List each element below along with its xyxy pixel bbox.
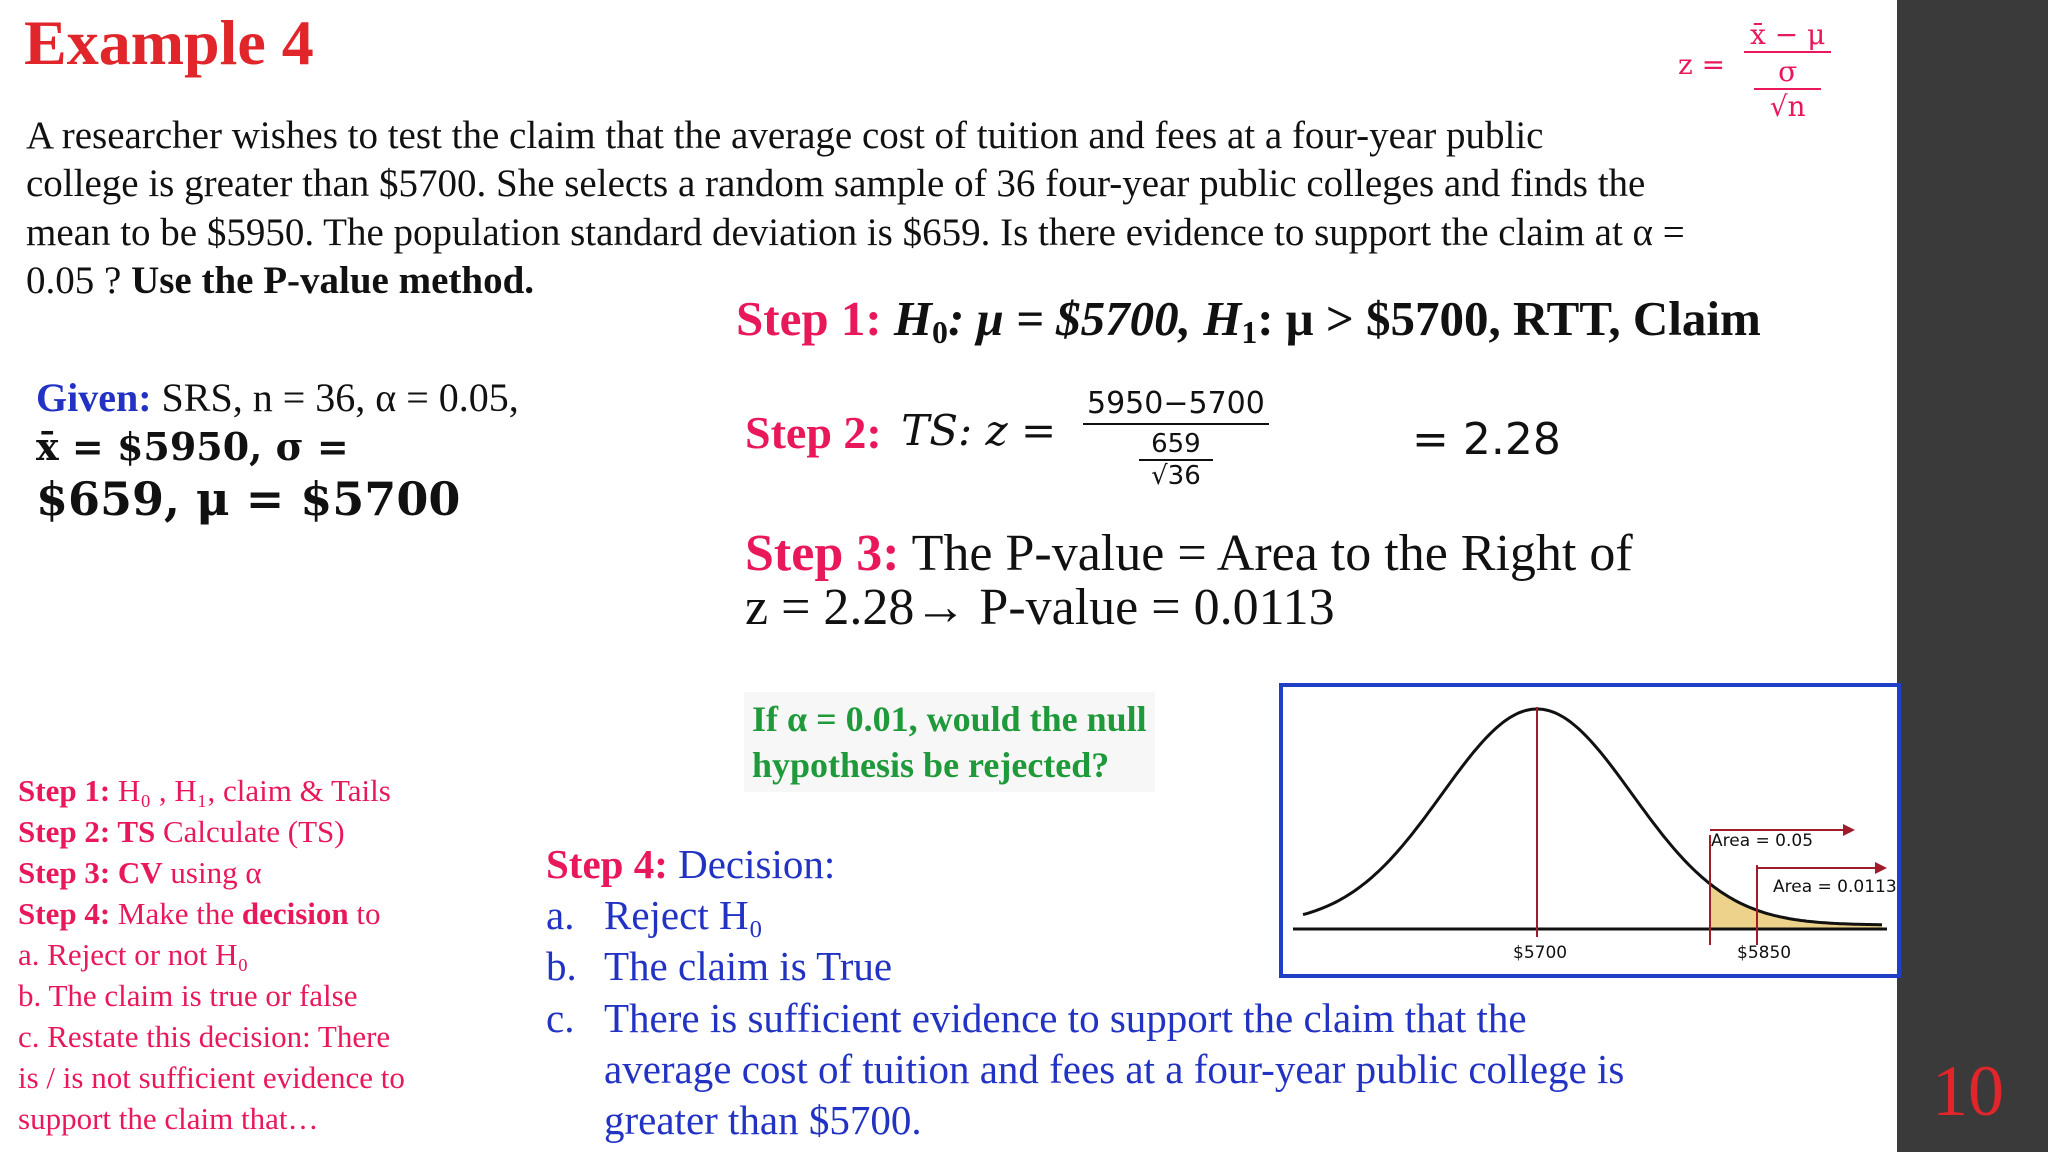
step3-line-1	[745, 524, 1633, 583]
summary-step4-label: Step 4:	[18, 896, 111, 931]
problem-line-4-alpha: 0.05 ?	[26, 259, 122, 302]
step3-line-2: z = 2.28→ P-value = 0.0113	[745, 579, 1335, 636]
steps-summary	[18, 770, 405, 1139]
summary-c1: c. Restate this decision: There	[18, 1019, 391, 1054]
page-number: 10	[1932, 1051, 2004, 1131]
summary-step2	[18, 811, 405, 852]
summary-step4-text-b: to	[356, 896, 381, 931]
z-formula	[1678, 18, 1831, 123]
summary-b: b. The claim is true or false	[18, 978, 358, 1013]
area-label-2: Area = 0.0113	[1773, 877, 1897, 897]
tick-label-mean: $5700	[1513, 943, 1568, 963]
problem-line-1: A researcher wishes to test the claim that the average cost of tuition and fees at a four-year public	[26, 114, 1544, 157]
given-line-1	[36, 374, 519, 421]
h1-symbol: H	[1203, 291, 1242, 346]
summary-a: a. Reject or not H₀	[18, 937, 249, 972]
h0-symbol: H	[893, 291, 933, 346]
area-label-1: Area = 0.05	[1711, 831, 1814, 851]
h1-statement: : μ > $5700, RTT, Claim	[1257, 291, 1761, 346]
step2-row	[745, 388, 1056, 459]
summary-c2: is / is not sufficient evidence to	[18, 1060, 405, 1095]
summary-step1	[18, 770, 405, 811]
step4-b-marker: b.	[546, 943, 577, 989]
step4-b-text: The claim is True	[604, 943, 893, 989]
step4-a-text: Reject H₀	[604, 892, 763, 938]
step1-hypotheses	[736, 290, 1761, 351]
z-formula-num: x̄ − μ	[1744, 18, 1831, 53]
h0-statement: : μ = $5700,	[947, 291, 1204, 346]
summary-c3: support the claim that…	[18, 1101, 319, 1136]
step4-title: Decision:	[678, 841, 836, 887]
step2-numerator: 5950−5700	[1083, 386, 1269, 425]
h1-subscript: 1	[1241, 314, 1258, 350]
summary-step1-text: H₀ , H₁, claim & Tails	[117, 773, 391, 808]
problem-line-3: mean to be $5950. The population standard deviation is $659. Is there evidence to support the claim at α =	[26, 211, 1685, 254]
step4-c-line-3: greater than $5700.	[604, 1097, 922, 1143]
question-line-2: hypothesis be rejected?	[752, 745, 1110, 785]
summary-step4-text-a: Make the	[117, 896, 235, 931]
summary-step3-label: Step 3: CV	[18, 855, 163, 890]
summary-step2-text: Calculate (TS)	[163, 814, 345, 849]
page-title: Example 4	[24, 7, 314, 78]
question-line-1: If α = 0.01, would the null	[752, 699, 1147, 739]
given-line-2: x̄ = $5950, σ =	[36, 424, 349, 469]
given-values: SRS, n = 36, α = 0.05,	[161, 375, 519, 420]
tick-label-critical: $5850	[1737, 943, 1792, 963]
step4-c-line-1: There is sufficient evidence to support the claim that the	[604, 995, 1527, 1041]
summary-step4-decision: decision	[241, 896, 349, 931]
z-formula-den-den: √n	[1769, 90, 1806, 123]
normal-curve-chart	[1279, 683, 1901, 978]
step2-fraction	[1083, 386, 1269, 491]
step4-c	[546, 993, 1624, 1146]
summary-step1-label: Step 1:	[18, 773, 111, 808]
given-label: Given:	[36, 375, 152, 420]
problem-line-4	[26, 258, 534, 303]
problem-line-2: college is greater than $5700. She selects a random sample of 36 four-year public colleges and finds the	[26, 162, 1646, 205]
step4-c-line-2: average cost of tuition and fees at a four-year public college is	[604, 1046, 1625, 1092]
sidebar-panel	[1897, 0, 2048, 1152]
problem-method: Use the P-value method.	[131, 259, 535, 302]
step2-den-den: √36	[1151, 461, 1201, 491]
summary-step4	[18, 893, 405, 934]
step2-ts: TS: z =	[901, 406, 1057, 455]
step3-text: The P-value = Area to the Right of	[911, 525, 1633, 582]
summary-step2-label: Step 2: TS	[18, 814, 156, 849]
summary-step3	[18, 852, 405, 893]
rejection-question	[744, 692, 1155, 792]
step4-a-marker: a.	[546, 892, 575, 938]
step1-label: Step 1:	[736, 291, 882, 346]
z-formula-den-num: σ	[1754, 55, 1821, 90]
step4-b	[546, 942, 892, 990]
summary-step3-text: using α	[170, 855, 262, 890]
h0-subscript: 0	[932, 314, 948, 350]
step4-a	[546, 891, 763, 939]
step3-label: Step 3:	[745, 525, 900, 582]
step2-result: = 2.28	[1412, 414, 1561, 465]
z-formula-lhs: z =	[1678, 48, 1726, 81]
area-arrow-2-head	[1875, 862, 1887, 874]
step4-heading	[546, 840, 835, 888]
given-line-3: $659, μ = $5700	[36, 472, 461, 526]
step4-c-marker: c.	[546, 995, 575, 1041]
step4-label: Step 4:	[546, 841, 668, 887]
step2-den-num: 659	[1139, 429, 1213, 461]
step2-label: Step 2:	[745, 407, 882, 458]
area-arrow-1-head	[1843, 824, 1855, 836]
